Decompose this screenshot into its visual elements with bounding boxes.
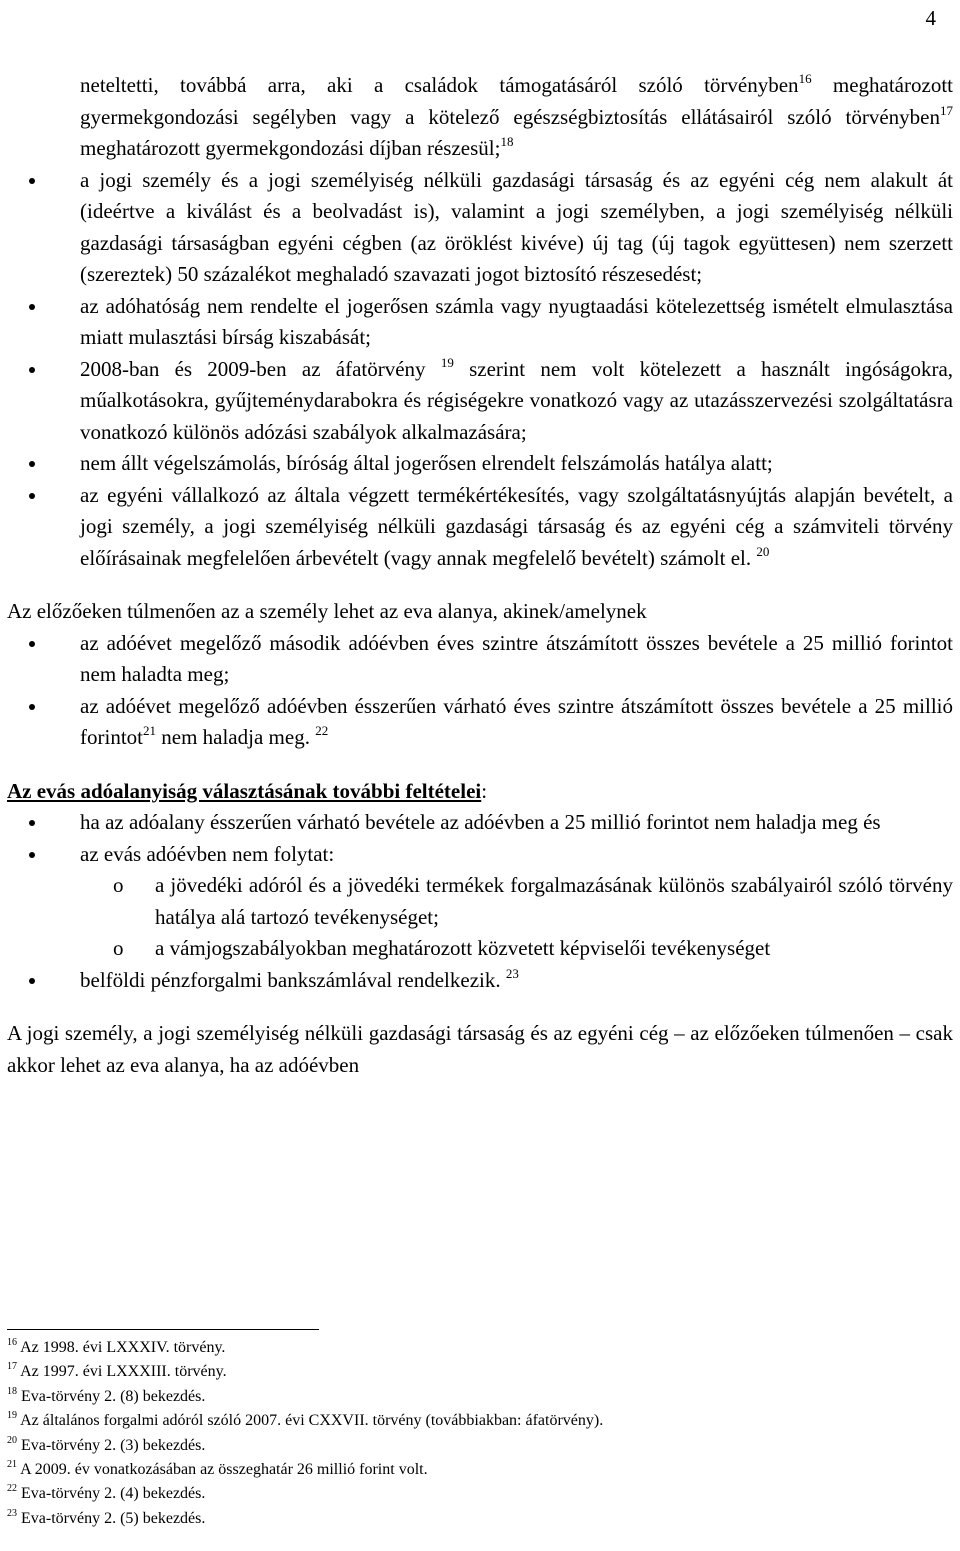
sub-list-item-text: a vámjogszabályokban meghatározott közvetett képviselői tevékenységet xyxy=(155,936,771,960)
footnote-text: A 2009. év vonatkozásában az összeghatár 26 millió forint volt. xyxy=(20,1461,428,1479)
footnote-number: 19 xyxy=(7,1410,17,1422)
footnote xyxy=(7,1458,953,1482)
list-item xyxy=(7,165,953,291)
list-item xyxy=(7,807,953,839)
additional-conditions-list xyxy=(7,807,953,870)
conditions-list xyxy=(7,165,953,575)
footnote-ref-20[interactable]: 20 xyxy=(756,543,770,559)
footnote-text: Az általános forgalmi adóról szóló 2007. évi CXXVII. törvény (továbbiakban: áfatörvény). xyxy=(20,1412,604,1430)
list-item xyxy=(7,965,953,997)
list-item-text: nem állt végelszámolás, bíróság által jogerősen elrendelt felszámolás hatálya alatt; xyxy=(80,451,773,475)
main-text xyxy=(7,70,953,1081)
sub-bullet-marker: o xyxy=(113,936,124,960)
list-item xyxy=(7,291,953,354)
list-item xyxy=(7,480,953,575)
footnote-text: Az 1997. évi LXXXIII. törvény. xyxy=(20,1363,227,1381)
list-item-text: az adóhatóság nem rendelte el jogerősen számla vagy nyugtaadási kötelezettség ismételt elmulasztása miatt mulasztási bírság kiszabását; xyxy=(80,293,953,349)
footnote-number: 17 xyxy=(7,1361,17,1373)
list-item-text: ha az adóalany ésszerűen várható bevétele az adóévben a 25 millió forintot nem haladja meg és xyxy=(80,810,881,834)
page-number: 4 xyxy=(925,6,936,30)
footnote-number: 23 xyxy=(7,1507,17,1519)
footnote-ref-23[interactable]: 23 xyxy=(505,965,519,981)
revenue-conditions-list xyxy=(7,628,953,754)
list-item-text: szerint nem volt kötelezett a használt ingóságokra, műalkotásokra, gyűjteménydarabokra és régiségekre vonatkozó vagy az utazásszervezési szolgáltatásra vonatkozó különös adózási szabályok alkalmazására; xyxy=(80,356,954,444)
list-item xyxy=(7,839,953,871)
list-item-text: az adóévet megelőző adóévben ésszerűen várható éves szintre átszámított összes bevétele a 25 millió forintot xyxy=(80,693,953,749)
footnote-number: 20 xyxy=(7,1434,17,1446)
list-item-text: nem haladja meg. xyxy=(161,725,310,749)
sub-list-item xyxy=(7,870,953,933)
list-item-text: az egyéni vállalkozó az általa végzett termékértékesítés, vagy szolgáltatásnyújtás alapján bevételt, a jogi személy, a jogi személyiség nélküli gazdasági társaság és az egyéni cég a számviteli törvény előírásainak megfelelően árbevételt (vagy annak megfelelő bevételt) számolt el. xyxy=(80,482,953,570)
footnote-ref-22[interactable]: 22 xyxy=(315,723,329,738)
footnote-number: 18 xyxy=(7,1385,17,1397)
footnote-ref-18[interactable]: 18 xyxy=(500,134,514,149)
footnote-ref-19[interactable]: 19 xyxy=(440,354,454,370)
footnote-separator xyxy=(7,1329,319,1330)
footnote-ref-21[interactable]: 21 xyxy=(143,723,156,738)
footnote-number: 21 xyxy=(7,1459,17,1471)
footnote-number: 22 xyxy=(7,1483,17,1495)
intro-line-2: meghatározott gyermekgondozási segélyben vagy a kötelező egészségbiztosítás ellátásairól szóló törvényben xyxy=(80,73,953,129)
heading-colon: : xyxy=(481,778,488,803)
intro-line-3: meghatározott gyermekgondozási díjban részesül; xyxy=(80,136,501,160)
footnote xyxy=(7,1360,953,1384)
list-item-text: a jogi személy és a jogi személyiség nélküli gazdasági társaság és az egyéni cég nem alakult át (ideértve a kiválást és a beolvadást is), valamint a jogi személyben, a jogi személyiség nélküli gazdasági társaságban egyéni cégben (az öröklést kivéve) új tag (új tagok együttesen) nem szerzett (szereztek) 50 százalékot meghaladó szavazati jogot biztosító részesedést; xyxy=(80,167,953,286)
list-item xyxy=(7,628,953,691)
closing-paragraph: A jogi személy, a jogi személyiség nélküli gazdasági társaság és az egyéni cég – az előzőeken túlmenően – csak akkor lehet az eva alanya, ha az adóévben xyxy=(7,1021,953,1077)
list-item-text: az evás adóévben nem folytat: xyxy=(80,841,335,866)
footnote xyxy=(7,1385,953,1409)
intro-line-1: neteltetti, továbbá arra, aki a családok támogatásáról szóló törvényben xyxy=(80,73,799,97)
footnotes xyxy=(7,1336,953,1531)
list-item xyxy=(7,448,953,480)
list-item xyxy=(7,691,953,754)
list-item-text: az adóévet megelőző második adóévben éves szintre átszámított összes bevétele a 25 millió forintot nem haladta meg; xyxy=(80,630,953,686)
footnote xyxy=(7,1336,953,1360)
list-item-text: belföldi pénzforgalmi bankszámlával rendelkezik. xyxy=(80,967,501,992)
sub-list-item-text: a jövedéki adóról és a jövedéki termékek forgalmazásának különös szabályairól szóló törvény hatálya alá tartozó tevékenységet; xyxy=(155,873,953,929)
section2-intro: Az előzőeken túlmenően az a személy lehet az eva alanya, akinek/amelynek xyxy=(7,599,647,623)
list-item-text: 2008-ban és 2009-ben az áfatörvény xyxy=(80,356,426,381)
intro-paragraph xyxy=(80,70,953,165)
footnote xyxy=(7,1434,953,1458)
sub-list xyxy=(7,870,953,965)
footnote xyxy=(7,1482,953,1506)
section3-heading-line xyxy=(7,776,953,808)
sub-list-item xyxy=(7,933,953,965)
footnote-text: Eva-törvény 2. (5) bekezdés. xyxy=(21,1509,206,1527)
list-item xyxy=(7,354,953,449)
footnote-text: Eva-törvény 2. (4) bekezdés. xyxy=(21,1485,206,1503)
footnote-text: Eva-törvény 2. (8) bekezdés. xyxy=(21,1387,206,1405)
section-heading: Az evás adóalanyiság választásának további feltételei xyxy=(7,778,482,803)
footnote-ref-17[interactable]: 17 xyxy=(940,102,953,118)
footnote xyxy=(7,1409,953,1433)
footnote-ref-16[interactable]: 16 xyxy=(798,71,812,86)
footnote-text: Az 1998. évi LXXXIV. törvény. xyxy=(20,1339,226,1356)
footnote-number: 16 xyxy=(7,1337,17,1348)
footnote xyxy=(7,1507,953,1531)
additional-conditions-list-cont xyxy=(7,965,953,997)
sub-bullet-marker: o xyxy=(113,873,124,897)
footnote-text: Eva-törvény 2. (3) bekezdés. xyxy=(21,1436,206,1454)
